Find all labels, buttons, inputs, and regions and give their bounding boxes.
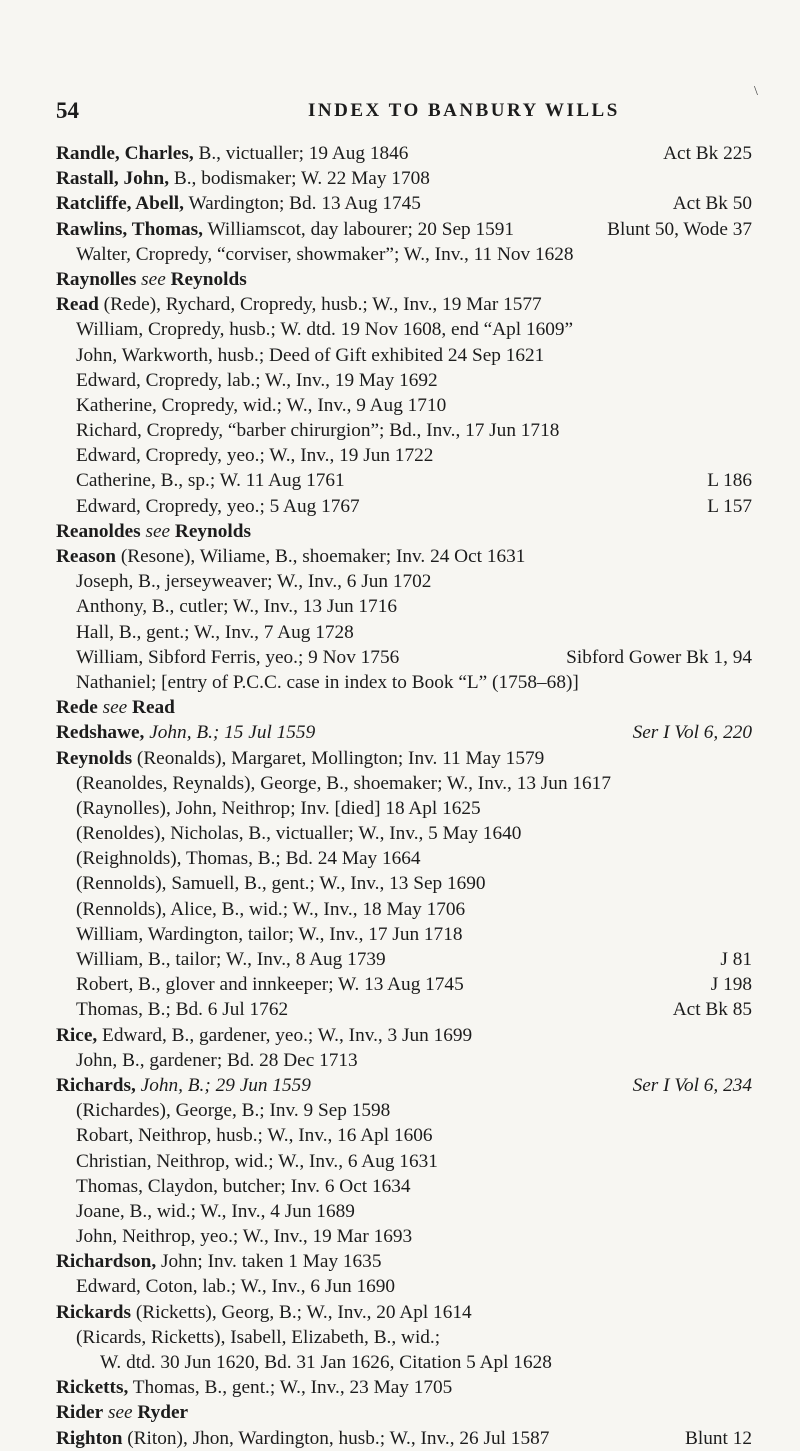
entry-detail: John, Warkworth, husb.; Deed of Gift exhibited 24 Sep 1621 — [76, 344, 545, 366]
index-subentry — [0, 443, 800, 468]
entry-headword: Read — [132, 697, 175, 719]
entry-text — [56, 217, 514, 242]
entry-detail: Thomas, Claydon, butcher; Inv. 6 Oct 1634 — [76, 1175, 411, 1197]
entry-detail: W. dtd. 30 Jun 1620, Bd. 31 Jan 1626, Citation 5 Apl 1628 — [100, 1352, 552, 1373]
entry-reference: Sibford Gower Bk 1, 94 — [566, 646, 752, 668]
entry-detail: (Renoldes), Nicholas, B., victualler; W., Inv., 5 May 1640 — [76, 823, 522, 845]
index-entries — [0, 141, 800, 1451]
entry-detail: John; Inv. taken 1 May 1635 — [156, 1251, 382, 1273]
entry-text — [56, 720, 315, 745]
entry-headword: Reason — [56, 546, 116, 567]
entry-detail: Edward, Coton, lab.; W., Inv., 6 Jun 1690 — [76, 1276, 396, 1298]
entry-detail: Edward, Cropredy, lab.; W., Inv., 19 May 1692 — [76, 369, 438, 391]
index-subentry — [0, 1123, 800, 1148]
entry-headword: Reynolds — [56, 747, 133, 769]
entry-text — [56, 1023, 472, 1048]
entry-text — [56, 1426, 549, 1451]
entry-detail: Edward, Cropredy, yeo.; 5 Aug 1767 — [76, 495, 360, 517]
entry-headword: Reanoldes — [56, 520, 141, 542]
entry-text — [76, 871, 486, 896]
entry-detail: Richard, Cropredy, “barber chirurgion”; Bd., Inv., 17 Jun 1718 — [76, 420, 560, 442]
entry-text — [76, 1174, 411, 1199]
entry-text — [76, 317, 573, 342]
entry-detail: Christian, Neithrop, wid.; W., Inv., 6 Aug 1631 — [76, 1150, 438, 1172]
entry-text — [76, 1098, 390, 1123]
entry-text — [76, 1123, 433, 1148]
entry-detail: (Reanoldes, Reynalds), George, B., shoemaker; W., Inv., 13 Jun 1617 — [76, 772, 611, 794]
entry-text — [100, 1350, 552, 1375]
entry-headword: Rede — [56, 697, 98, 719]
entry-detail: Edward, B., gardener, yeo.; W., Inv., 3 Jun 1699 — [97, 1024, 473, 1046]
index-entry — [0, 519, 800, 544]
entry-text — [56, 166, 430, 191]
index-entry — [0, 1023, 800, 1048]
entry-text — [76, 1048, 358, 1073]
index-subentry — [0, 242, 800, 267]
entry-headword: Ricketts, — [56, 1377, 129, 1399]
entry-text — [56, 141, 408, 166]
index-subentry — [0, 871, 800, 896]
entry-text — [76, 1224, 412, 1249]
entry-text — [56, 1073, 311, 1098]
entry-detail: Williamscot, day labourer; 20 Sep 1591 — [202, 218, 515, 240]
entry-detail: see — [97, 697, 133, 719]
entry-text — [76, 468, 345, 493]
index-entry — [0, 544, 800, 569]
index-entry — [0, 1426, 800, 1451]
entry-detail: Katherine, Cropredy, wid.; W., Inv., 9 Aug 1710 — [76, 394, 447, 416]
index-subentry — [0, 897, 800, 922]
index-entry — [0, 695, 800, 720]
entry-text — [76, 1199, 355, 1224]
entry-detail: Robert, B., glover and innkeeper; W. 13 Aug 1745 — [76, 974, 464, 996]
index-entry — [0, 141, 800, 166]
entry-reference: Act Bk 85 — [672, 999, 752, 1021]
entry-headword: Randle, Charles, — [56, 143, 194, 164]
entry-text — [76, 897, 465, 922]
index-subentry — [0, 1174, 800, 1199]
entry-headword: Ryder — [137, 1402, 189, 1424]
index-subentry — [0, 645, 800, 670]
entry-reference: J 198 — [710, 974, 752, 996]
entry-headword: Ratcliffe, Abell, — [56, 193, 184, 215]
entry-text — [56, 292, 542, 317]
index-subentry — [0, 343, 800, 368]
entry-detail: Nathaniel; [entry of P.C.C. case in index to Book “L” (1758–68)] — [76, 671, 579, 693]
entry-detail: (Reonalds), Margaret, Mollington; Inv. 11 May 1579 — [132, 747, 545, 769]
index-subentry — [0, 1098, 800, 1123]
index-subentry — [0, 494, 800, 519]
index-subentry — [0, 821, 800, 846]
entry-detail: (Rennolds), Alice, B., wid.; W., Inv., 18 May 1706 — [76, 898, 466, 920]
entry-text — [56, 1375, 452, 1400]
index-subentry — [0, 393, 800, 418]
entry-text — [76, 620, 354, 645]
running-head: INDEX TO BANBURY WILLS — [308, 100, 620, 121]
index-subentry — [0, 1325, 800, 1350]
entry-text — [76, 670, 579, 695]
entry-detail: (Ricketts), Georg, B.; W., Inv., 20 Apl 1614 — [131, 1301, 472, 1323]
entry-detail: (Raynolles), John, Neithrop; Inv. [died] 18 Apl 1625 — [76, 797, 481, 819]
entry-text — [76, 997, 288, 1022]
entry-text — [76, 972, 464, 997]
entry-text — [76, 1325, 440, 1350]
entry-headword: Richards, — [56, 1074, 136, 1096]
index-subentry — [0, 1274, 800, 1299]
index-entry — [0, 166, 800, 191]
entry-detail: see — [103, 1402, 138, 1424]
entry-headword: Righton — [56, 1427, 123, 1449]
entry-text — [76, 368, 438, 393]
entry-headword: Rider — [56, 1402, 104, 1424]
entry-detail: (Richardes), George, B.; Inv. 9 Sep 1598 — [76, 1100, 391, 1122]
entry-detail: B., bodismaker; W. 22 May 1708 — [169, 168, 430, 190]
entry-text — [56, 695, 175, 720]
index-subentry — [0, 418, 800, 443]
entry-headword: Richardson, — [56, 1251, 157, 1273]
entry-text — [76, 569, 431, 594]
entry-detail: Joseph, B., jerseyweaver; W., Inv., 6 Jun 1702 — [76, 571, 432, 593]
scan-mark: \ — [754, 84, 758, 99]
entry-text — [76, 343, 544, 368]
entry-text — [76, 947, 386, 972]
entry-text — [56, 519, 251, 544]
index-subentry — [0, 947, 800, 972]
entry-text — [56, 267, 247, 292]
entry-text — [76, 418, 559, 443]
index-subentry — [0, 1199, 800, 1224]
entry-headword: Read — [56, 294, 99, 316]
index-subentry — [0, 569, 800, 594]
index-subentry — [0, 620, 800, 645]
entry-text — [76, 594, 397, 619]
entry-detail: (Rede), Rychard, Cropredy, husb.; W., Inv., 19 Mar 1577 — [98, 294, 542, 316]
page-number: 54 — [56, 98, 79, 123]
entry-detail: William, Wardington, tailor; W., Inv., 17 Jun 1718 — [76, 923, 463, 945]
index-subentry — [0, 594, 800, 619]
entry-text — [56, 1400, 188, 1425]
entry-detail: Wardington; Bd. 13 Aug 1745 — [183, 193, 421, 215]
entry-text — [56, 1300, 472, 1325]
entry-detail: Robart, Neithrop, husb.; W., Inv., 16 Apl 1606 — [76, 1125, 433, 1147]
entry-detail: Anthony, B., cutler; W., Inv., 13 Jun 1716 — [76, 596, 397, 618]
index-subentry — [0, 1350, 800, 1375]
entry-text — [76, 771, 611, 796]
entry-detail: (Reighnolds), Thomas, B.; Bd. 24 May 1664 — [76, 848, 421, 870]
entry-reference: Ser I Vol 6, 234 — [632, 1074, 752, 1096]
index-entry — [0, 191, 800, 216]
entry-text — [76, 821, 521, 846]
index-entry — [0, 267, 800, 292]
entry-detail: (Ricards, Ricketts), Isabell, Elizabeth, B., wid.; — [76, 1326, 441, 1348]
index-entry — [0, 1300, 800, 1325]
entry-reference: Blunt 50, Wode 37 — [607, 218, 752, 240]
index-entry — [0, 746, 800, 771]
entry-reference: L 157 — [707, 495, 752, 517]
entry-detail: Thomas, B.; Bd. 6 Jul 1762 — [76, 999, 289, 1021]
page-header — [0, 98, 800, 128]
entry-detail: John, B., gardener; Bd. 28 Dec 1713 — [76, 1049, 358, 1071]
index-entry — [0, 217, 800, 242]
entry-detail: Hall, B., gent.; W., Inv., 7 Aug 1728 — [76, 621, 354, 643]
index-subentry — [0, 670, 800, 695]
entry-headword: Reynolds — [174, 520, 251, 542]
index-entry — [0, 1400, 800, 1425]
entry-detail: Edward, Cropredy, yeo.; W., Inv., 19 Jun 1722 — [76, 445, 434, 467]
entry-detail: William, Cropredy, husb.; W. dtd. 19 Nov 1608, end “Apl 1609” — [76, 319, 574, 341]
entry-detail: John, B.; 29 Jun 1559 — [135, 1074, 311, 1096]
index-entry — [0, 1375, 800, 1400]
entry-text — [76, 1274, 395, 1299]
entry-text — [56, 191, 421, 216]
entry-detail: (Riton), Jhon, Wardington, husb.; W., Inv., 26 Jul 1587 — [122, 1427, 550, 1449]
index-subentry — [0, 846, 800, 871]
index-subentry — [0, 1224, 800, 1249]
entry-detail: (Rennolds), Samuell, B., gent.; W., Inv., 13 Sep 1690 — [76, 873, 486, 895]
entry-detail: Walter, Cropredy, “corviser, showmaker”; W., Inv., 11 Nov 1628 — [76, 243, 574, 265]
index-subentry — [0, 972, 800, 997]
index-subentry — [0, 922, 800, 947]
index-subentry — [0, 771, 800, 796]
index-entry — [0, 1249, 800, 1274]
entry-text — [76, 846, 421, 871]
entry-detail: Thomas, B., gent.; W., Inv., 23 May 1705 — [128, 1377, 453, 1399]
entry-detail: see — [136, 268, 171, 290]
index-subentry — [0, 368, 800, 393]
index-entry — [0, 720, 800, 745]
entry-detail: William, Sibford Ferris, yeo.; 9 Nov 1756 — [76, 646, 400, 668]
entry-reference: L 186 — [707, 470, 752, 492]
index-entry — [0, 1073, 800, 1098]
entry-headword: Rawlins, Thomas, — [56, 218, 203, 240]
entry-headword: Reynolds — [170, 268, 247, 290]
entry-reference: J 81 — [720, 949, 752, 970]
entry-detail: Catherine, B., sp.; W. 11 Aug 1761 — [76, 470, 345, 492]
index-subentry — [0, 1149, 800, 1174]
entry-headword: Rickards — [56, 1301, 131, 1323]
entry-text — [76, 393, 446, 418]
index-subentry — [0, 997, 800, 1022]
entry-reference: Act Bk 225 — [663, 143, 752, 164]
entry-text — [76, 645, 399, 670]
entry-reference: Ser I Vol 6, 220 — [632, 722, 752, 744]
entry-detail: B., victualler; 19 Aug 1846 — [193, 143, 409, 164]
index-subentry — [0, 1048, 800, 1073]
entry-text — [76, 922, 462, 947]
entry-text — [76, 242, 574, 267]
entry-detail: see — [140, 520, 175, 542]
index-subentry — [0, 317, 800, 342]
entry-headword: Rice, — [56, 1024, 98, 1046]
entry-detail: John, Neithrop, yeo.; W., Inv., 19 Mar 1693 — [76, 1226, 413, 1248]
entry-reference: Blunt 12 — [685, 1427, 752, 1449]
entry-text — [56, 746, 544, 771]
entry-detail: John, B.; 15 Jul 1559 — [144, 722, 316, 744]
entry-text — [76, 494, 360, 519]
entry-text — [56, 1249, 381, 1274]
entry-text — [76, 443, 433, 468]
entry-text — [76, 796, 481, 821]
entry-headword: Rastall, John, — [56, 168, 170, 190]
index-entry — [0, 292, 800, 317]
entry-reference: Act Bk 50 — [672, 193, 752, 215]
entry-text — [76, 1149, 438, 1174]
entry-headword: Raynolles — [56, 268, 137, 290]
entry-text — [56, 544, 525, 569]
entry-detail: (Resone), Wiliame, B., shoemaker; Inv. 24 Oct 1631 — [116, 546, 526, 567]
entry-headword: Redshawe, — [56, 722, 145, 744]
index-subentry — [0, 796, 800, 821]
entry-detail: William, B., tailor; W., Inv., 8 Aug 1739 — [76, 949, 386, 970]
index-subentry — [0, 468, 800, 493]
entry-detail: Joane, B., wid.; W., Inv., 4 Jun 1689 — [76, 1200, 355, 1222]
